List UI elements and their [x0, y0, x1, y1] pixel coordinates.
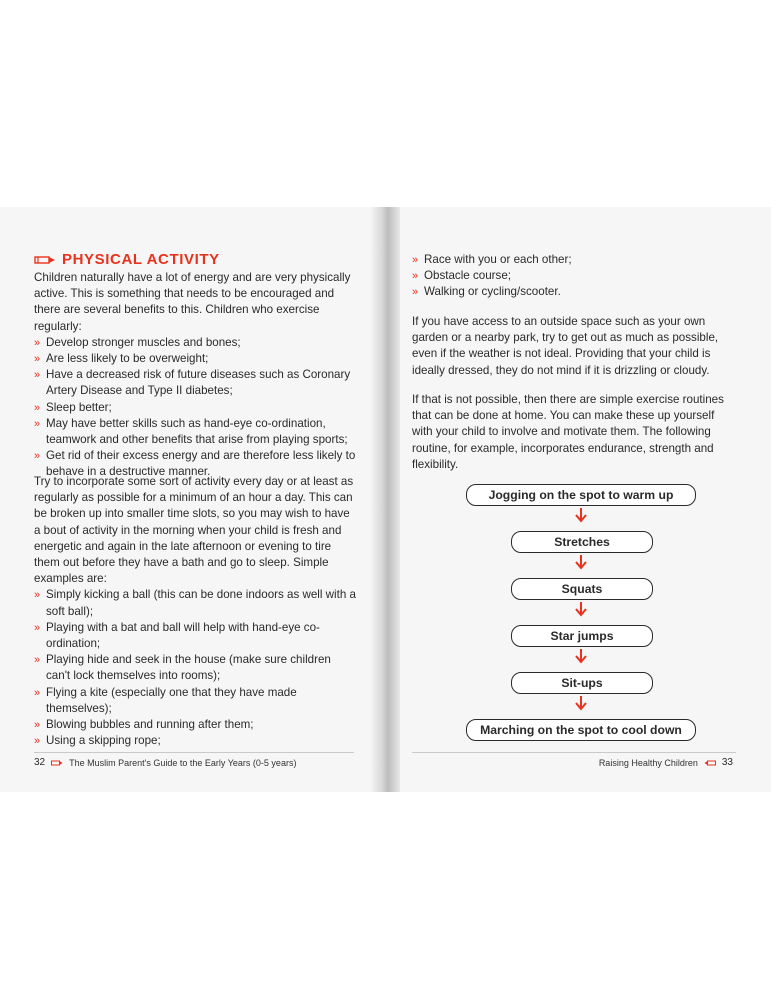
- bullet-chevron-icon: »: [34, 450, 41, 463]
- bullet-chevron-icon: »: [34, 686, 41, 699]
- bullet-chevron-icon: »: [34, 589, 41, 602]
- bullet-chevron-icon: »: [34, 735, 41, 748]
- page-number-right: 33: [721, 757, 733, 768]
- footer-rule-right: [412, 752, 736, 753]
- bullet-chevron-icon: »: [34, 719, 41, 732]
- home-routine-paragraph: If that is not possible, then there are simple exercise routines that can be done at home. You can make these up yourself with your child to involve and motivate them. The following routine, for example, incorporates endurance, strength and flexibility.: [412, 393, 724, 471]
- bullet-chevron-icon: »: [34, 401, 41, 414]
- arrow-down-icon: [574, 695, 588, 711]
- routine-step: Star jumps: [511, 625, 653, 647]
- list-item: » Race with you or each other;: [412, 252, 734, 268]
- left-intro-block: [34, 270, 356, 481]
- list-item: » Are less likely to be overweight;: [34, 351, 356, 367]
- left-activity-block: [34, 474, 356, 749]
- arrow-down-icon: [574, 507, 588, 523]
- footer-left: [34, 757, 296, 768]
- activity-paragraph: Try to incorporate some sort of activity every day or at least as regularly as possible for a minimum of an hour a day. This can be broken up into smaller time slots, so you may wish to have a bout of activity in the morning when your child is fresh and energetic and again in the late afternoon or evening to tire them out before they have a bath and go to sleep. Simple examples are:: [34, 475, 354, 586]
- list-item: » Playing with a bat and ball will help with hand-eye co-ordination;: [34, 620, 320, 651]
- bullet-chevron-icon: »: [412, 286, 419, 299]
- footer-rule-left: [34, 752, 354, 753]
- exercise-routine-flowchart: [466, 481, 698, 743]
- routine-step: Stretches: [511, 531, 653, 553]
- book-gutter: [370, 207, 400, 792]
- arrow-down-icon: [574, 648, 588, 664]
- bullet-chevron-icon: »: [34, 621, 41, 634]
- list-item: » Have a decreased risk of future diseases such as Coronary Artery Disease and Type II diabetes;: [34, 368, 351, 398]
- section-heading: [34, 251, 220, 268]
- bullet-chevron-icon: »: [34, 417, 41, 430]
- bullet-chevron-icon: »: [34, 369, 41, 382]
- routine-step: Sit-ups: [511, 672, 653, 694]
- bullet-chevron-icon: »: [34, 353, 41, 366]
- arrow-down-icon: [574, 601, 588, 617]
- list-item: » Obstacle course;: [412, 268, 734, 284]
- list-item: » Playing hide and seek in the house (make sure children can't lock themselves into rooms);: [34, 653, 331, 683]
- examples-list-continued: [412, 252, 734, 301]
- running-title-left: The Muslim Parent's Guide to the Early Years (0-5 years): [69, 757, 297, 768]
- running-title-right: Raising Healthy Children: [598, 757, 698, 768]
- page-number-left: 32: [34, 757, 46, 768]
- list-item: » Blowing bubbles and running after them;: [34, 717, 356, 733]
- list-item: » Flying a kite (especially one that they have made themselves);: [34, 685, 297, 715]
- bullet-chevron-icon: »: [412, 270, 419, 283]
- list-item: » May have better skills such as hand-eye co-ordination, teamwork and other benefits that arise from playing sports;: [34, 416, 348, 447]
- section-heading-text: PHYSICAL ACTIVITY: [62, 251, 220, 268]
- list-item: » Walking or cycling/scooter.: [412, 284, 734, 300]
- benefits-list: [34, 335, 356, 481]
- bullet-chevron-icon: »: [412, 254, 419, 266]
- intro-paragraph: Children naturally have a lot of energy and are very physically active. This is something that needs to be encouraged and there are several benefits to this. Children who exercise regularly:: [34, 271, 351, 333]
- pencil-icon: [34, 255, 56, 265]
- examples-list: [34, 587, 356, 749]
- bullet-chevron-icon: »: [34, 654, 41, 667]
- routine-step: Squats: [511, 578, 653, 600]
- list-item: » Sleep better;: [34, 400, 356, 416]
- arrow-down-icon: [574, 554, 588, 570]
- routine-step: Marching on the spot to cool down: [466, 719, 696, 741]
- list-item: » Develop stronger muscles and bones;: [34, 335, 356, 351]
- list-item: » Simply kicking a ball (this can be done indoors as well with a soft ball);: [34, 588, 356, 618]
- pencil-icon: [704, 760, 716, 766]
- right-para2-block: [412, 392, 734, 473]
- bullet-chevron-icon: »: [34, 336, 41, 349]
- list-item: » Get rid of their excess energy and are therefore less likely to behave in a destructive manner.: [34, 449, 356, 479]
- right-list-block: [412, 252, 734, 301]
- routine-step: Jogging on the spot to warm up: [466, 484, 696, 506]
- footer-right: [599, 757, 733, 768]
- right-para1-block: [412, 314, 734, 379]
- list-item: » Using a skipping rope;: [34, 733, 356, 749]
- outdoor-paragraph: If you have access to an outside space such as your own garden or a nearby park, try to get out as much as possible, even if the weather is not ideal. Providing that your child is ideally dressed, they do not mind if it is drizzling or cloudy.: [412, 315, 719, 377]
- pencil-icon: [51, 760, 63, 766]
